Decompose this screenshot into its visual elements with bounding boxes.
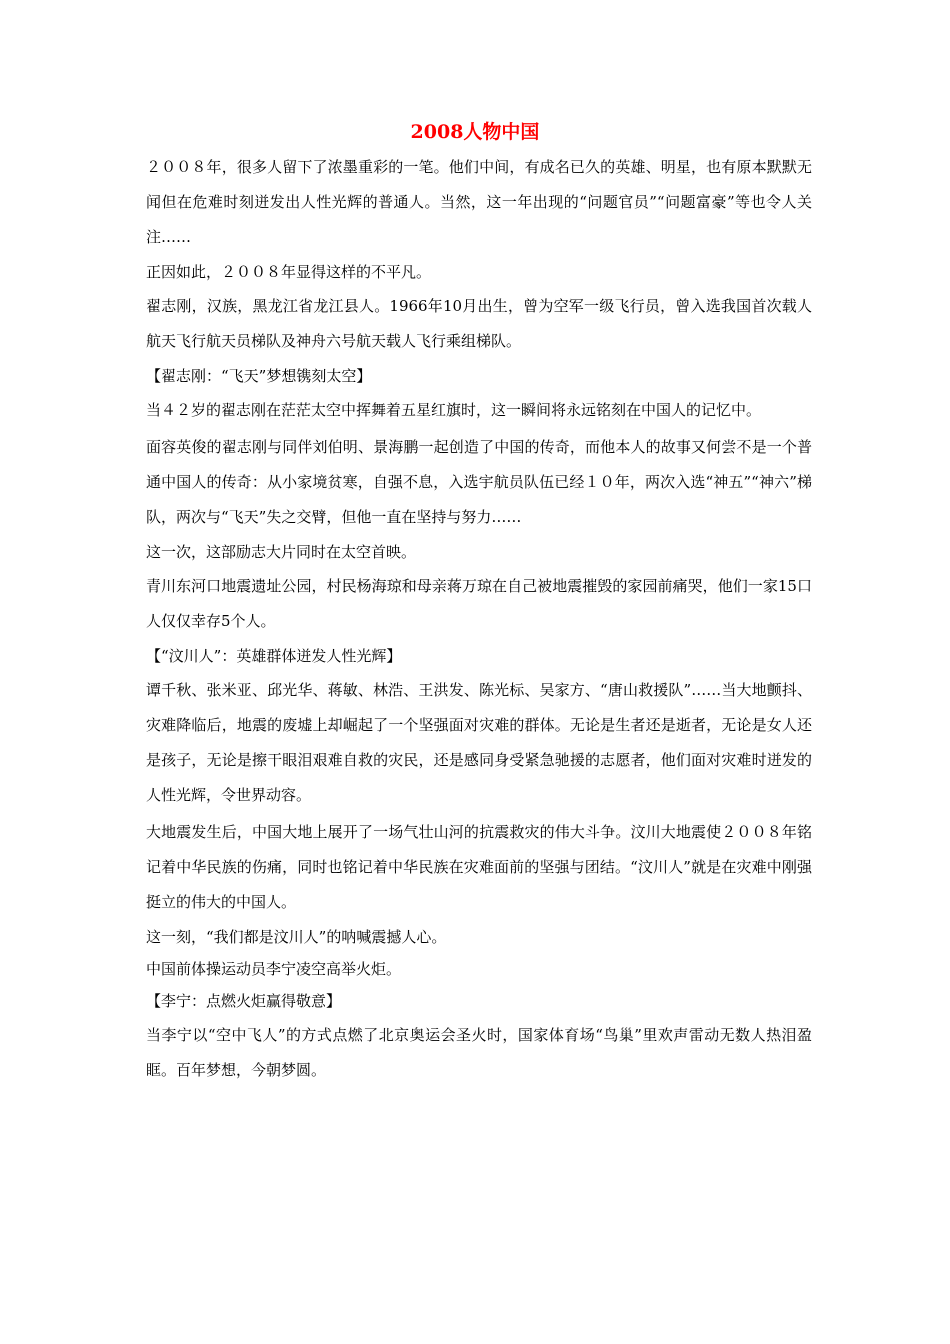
wenchuan-paragraph-3: 这一刻，“我们都是汶川人”的呐喊震撼人心。 (146, 928, 447, 946)
intro-conclusion-paragraph: 正因如此，２００８年显得这样的不平凡。 (146, 263, 432, 281)
zhai-section-heading: 【翟志刚：“飞天”梦想镌刻太空】 (146, 367, 372, 385)
intro-paragraph: ２００８年，很多人留下了浓墨重彩的一笔。他们中间，有成名已久的英雄、明星，也有原本默默无闻但在危难时刻迸发出人性光辉的普通人。当然，这一年出现的“问题官员”“问题富豪”等也令人关注…… (146, 158, 812, 246)
zhai-paragraph-3: 这一次，这部励志大片同时在太空首映。 (146, 543, 417, 561)
wenchuan-paragraph-1: 谭千秋、张米亚、邱光华、蒋敏、林浩、王洪发、陈光标、吴家方、“唐山救援队”……当大地颤抖、灾难降临后，地震的废墟上却崛起了一个坚强面对灾难的群体。无论是生者还是逝者，无论是女人还是孩子，无论是擦干眼泪艰难自救的灾民，还是感同身受紧急驰援的志愿者，他们面对灾难时迸发的人性光辉，令世界动容。 (146, 681, 812, 804)
lining-intro-paragraph: 中国前体操运动员李宁凌空高举火炬。 (146, 960, 402, 978)
qingchuan-paragraph: 青川东河口地震遗址公园，村民杨海琼和母亲蒋万琼在自己被地震摧毁的家园前痛哭，他们一家15口人仅仅幸存5个人。 (146, 577, 812, 630)
wenchuan-paragraph-2: 大地震发生后，中国大地上展开了一场气壮山河的抗震救灾的伟大斗争。汶川大地震使２００８年铭记着中华民族的伤痛，同时也铭记着中华民族在灾难面前的坚强与团结。“汶川人”就是在灾难中刚强挺立的伟大的中国人。 (146, 823, 812, 911)
wenchuan-section-heading: 【“汶川人”：英雄群体迸发人性光辉】 (146, 647, 402, 665)
lining-section-heading: 【李宁：点燃火炬赢得敬意】 (146, 992, 342, 1010)
document-title: 2008人物中国 (410, 121, 540, 143)
zhai-paragraph-1: 当４２岁的翟志刚在茫茫太空中挥舞着五星红旗时，这一瞬间将永远铭刻在中国人的记忆中。 (146, 401, 762, 419)
zhai-paragraph-2: 面容英俊的翟志刚与同伴刘伯明、景海鹏一起创造了中国的传奇，而他本人的故事又何尝不是一个普通中国人的传奇：从小家境贫寒，自强不息，入选宇航员队伍已经１０年，两次入选“神五”“神六”梯队，两次与“飞天”失之交臂，但他一直在坚持与努力…… (146, 438, 812, 526)
lining-paragraph: 当李宁以“空中飞人”的方式点燃了北京奥运会圣火时，国家体育场“鸟巢”里欢声雷动无数人热泪盈眶。百年梦想，今朝梦圆。 (146, 1026, 812, 1079)
zhai-bio-paragraph: 翟志刚，汉族，黑龙江省龙江县人。1966年10月出生，曾为空军一级飞行员，曾入选我国首次载人航天飞行航天员梯队及神舟六号航天载人飞行乘组梯队。 (146, 297, 812, 350)
document-body (146, 150, 812, 1090)
